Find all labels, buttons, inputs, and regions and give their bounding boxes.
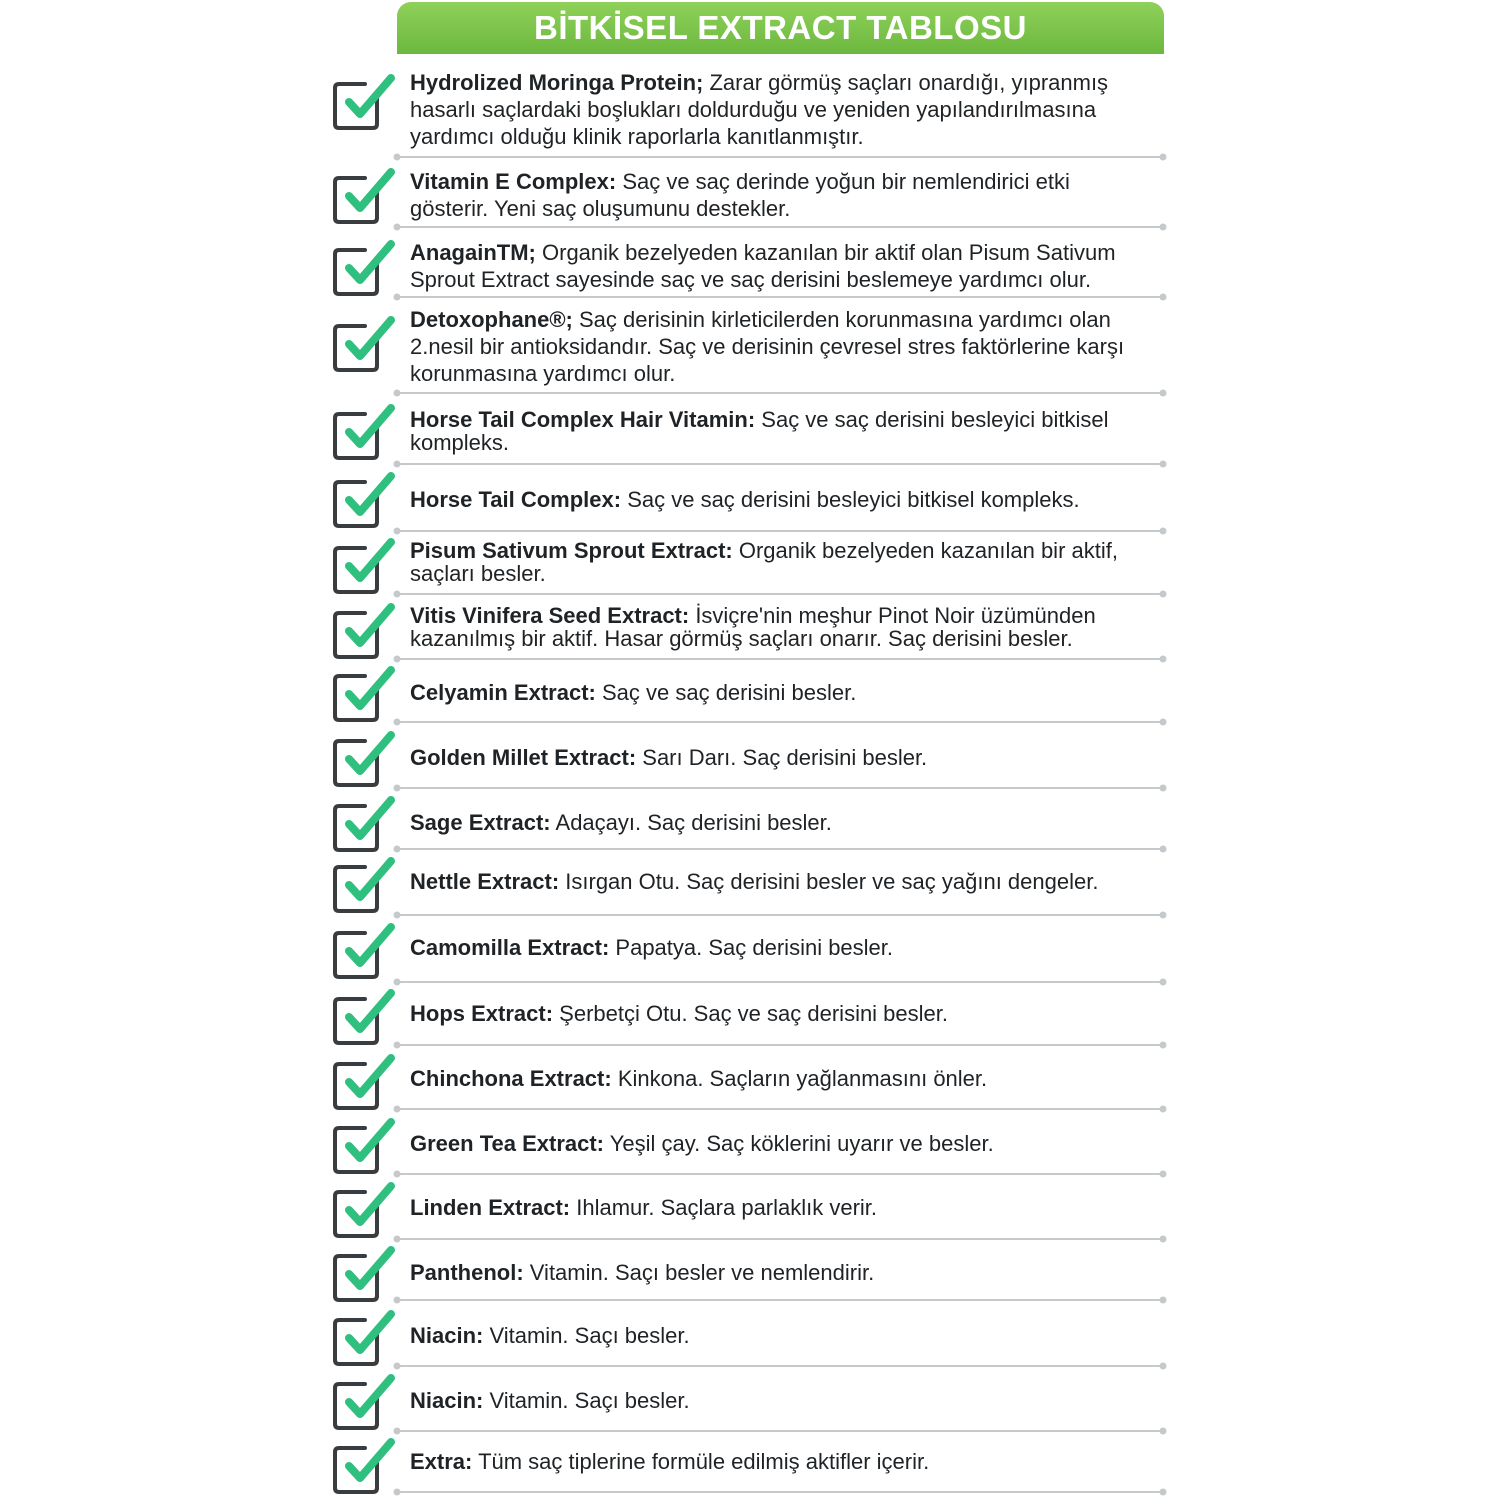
list-item-text [410,604,1150,650]
checkbox-check-icon [333,794,397,854]
list-item [410,536,1150,588]
row-divider [393,845,1167,853]
checkbox-check-icon [333,314,397,374]
list-item [410,166,1150,224]
row-divider [393,718,1167,726]
item-term: Camomilla Extract: [410,934,610,960]
item-term: Nettle Extract: [410,868,560,894]
item-description: Saç derisinin kirleticilerden korunmasına yardımcı olan 2.nesil bir antioksidandır. Saç ve derisinin çevresel stres faktörlerine karşı korunmasına yardımcı olur. [410,306,1125,386]
item-term: Horse Tail Complex: [410,486,622,512]
list-item [410,1119,1150,1167]
checkbox-check-icon [333,1244,397,1304]
list-item-text [410,1259,874,1286]
list-item-text [410,1387,690,1414]
checkbox-check-icon [333,729,397,789]
list-item [410,1054,1150,1102]
row-divider [393,1362,1167,1370]
item-description: Saç ve saç derisini besleyici bitkisel kompleks. [621,486,1080,512]
checkbox-check-icon [333,536,397,596]
checkbox-check-icon [333,1116,397,1176]
row-divider [393,1235,1167,1243]
list-item-text [410,486,1080,513]
item-description: Vitamin. Saçı besler. [483,1322,690,1348]
row-divider [393,784,1167,792]
list-item-text [410,306,1150,387]
item-description: İsviçre'nin meşhur Pinot Noir üzümünden kazanılmış bir aktif. Hasar görmüş saçları onarır. Saç derisini besler. [410,603,1096,651]
list-item-text [410,809,832,836]
item-term: Pisum Sativum Sprout Extract: [410,538,733,563]
checkbox-check-icon [333,1308,397,1368]
checkbox-check-icon [333,470,397,530]
row-divider [393,978,1167,986]
list-item-text [410,1194,877,1221]
row-divider [393,1296,1167,1304]
item-term: Niacin: [410,1322,484,1348]
list-item [410,1376,1150,1424]
checkbox-check-icon [333,1180,397,1240]
list-item [410,1183,1150,1231]
checkbox-check-icon [333,664,397,724]
list-item [410,923,1150,971]
item-description: Ihlamur. Saçlara parlaklık verir. [570,1194,878,1220]
list-item-text [410,168,1150,222]
item-description: Vitamin. Saçı besler. [483,1387,690,1413]
checkbox-check-icon [333,72,397,132]
row-divider [393,460,1167,468]
item-term: Sage Extract: [410,809,551,835]
item-description: Saç ve saç derisini besler. [595,679,857,705]
row-divider [393,293,1167,301]
checkbox-check-icon [333,402,397,462]
item-description: Isırgan Otu. Saç derisini besler ve saç yağını dengeler. [559,868,1099,894]
item-term: Niacin: [410,1387,484,1413]
item-description: Yeşil çay. Saç köklerini uyarır ve besler. [604,1130,994,1156]
row-divider [393,1488,1167,1496]
checkbox-check-icon [333,166,397,226]
checkbox-check-icon [333,601,397,661]
list-item [410,601,1150,653]
item-description: Vitamin. Saçı besler ve nemlendirir. [523,1259,875,1285]
row-divider [393,527,1167,535]
row-divider [393,1041,1167,1049]
list-item-text [410,868,1098,895]
item-term: AnagainTM; [410,240,536,265]
row-divider [393,1427,1167,1435]
list-item [410,1437,1150,1485]
list-item-text [410,239,1150,293]
item-description: Adaçayı. Saç derisini besler. [550,809,832,835]
list-item [410,1248,1150,1296]
item-term: Linden Extract: [410,1194,571,1220]
checkbox-check-icon [333,238,397,298]
checkbox-check-icon [333,1052,397,1112]
list-item [410,798,1150,846]
item-term: Extra: [410,1448,473,1474]
checkbox-check-icon [333,1436,397,1496]
list-item-text [410,744,927,771]
item-term: Chinchona Extract: [410,1065,612,1091]
list-item-text [410,679,856,706]
item-term: Vitamin E Complex: [410,169,617,194]
list-item-text [410,1000,948,1027]
item-description: Zarar görmüş saçları onardığı, yıpranmış hasarlı saçlardaki boşlukları doldurduğu ve yeniden yapılandırılmasına yardımcı olduğu klinik raporlarla kanıtlanmıştır. [410,69,1109,149]
list-item-text [410,539,1150,585]
item-description: Sarı Darı. Saç derisini besler. [636,744,928,770]
item-term: Hops Extract: [410,1000,554,1026]
list-item [410,1311,1150,1359]
list-item-text [410,1322,690,1349]
list-item [410,474,1150,524]
item-description: Papatya. Saç derisini besler. [609,934,894,960]
page-title: BİTKİSEL EXTRACT TABLOSU [534,9,1027,46]
item-description: Saç ve saç derisini besleyici bitkisel kompleks. [410,407,1109,455]
list-item-text [410,934,893,961]
list-item-text [410,1448,929,1475]
row-divider [393,911,1167,919]
item-term: Panthenol: [410,1259,524,1285]
item-term: Golden Millet Extract: [410,744,637,770]
list-item [410,733,1150,781]
list-item [410,668,1150,716]
item-description: Saç ve saç derinde yoğun bir nemlendirici etki gösterir. Yeni saç oluşumunu destekler. [410,169,1070,221]
row-divider [393,1170,1167,1178]
list-item [410,989,1150,1037]
item-description: Organik bezelyeden kazanılan bir aktif, saçları besler. [410,538,1118,586]
item-description: Şerbetçi Otu. Saç ve saç derisini besler. [553,1000,949,1026]
checkbox-check-icon [333,987,397,1047]
item-term: Green Tea Extract: [410,1130,605,1156]
list-item [410,404,1150,458]
list-item [410,303,1150,389]
item-description: Organik bezelyeden kazanılan bir aktif olan Pisum Sativum Sprout Extract sayesinde saç ve saç derisini beslemeye yardımcı olur. [410,240,1116,292]
list-item-text [410,1130,994,1157]
row-divider [393,1105,1167,1113]
item-description: Tüm saç tiplerine formüle edilmiş aktifler içerir. [472,1448,930,1474]
checkbox-check-icon [333,1372,397,1432]
checkbox-check-icon [333,921,397,981]
list-item [410,238,1150,294]
checkbox-check-icon [333,855,397,915]
item-term: Detoxophane®; [410,306,573,332]
list-item [410,857,1150,905]
item-term: Hydrolized Moringa Protein; [410,69,704,95]
row-divider [393,590,1167,598]
row-divider [393,223,1167,231]
item-term: Celyamin Extract: [410,679,596,705]
item-term: Horse Tail Complex Hair Vitamin: [410,407,756,432]
list-item-text [410,1065,987,1092]
row-divider [393,655,1167,663]
list-item-text [410,408,1150,454]
list-item [410,66,1150,152]
row-divider [393,153,1167,161]
row-divider [393,389,1167,397]
item-description: Kinkona. Saçların yağlanmasını önler. [611,1065,988,1091]
item-term: Vitis Vinifera Seed Extract: [410,603,690,628]
list-item-text [410,69,1150,150]
